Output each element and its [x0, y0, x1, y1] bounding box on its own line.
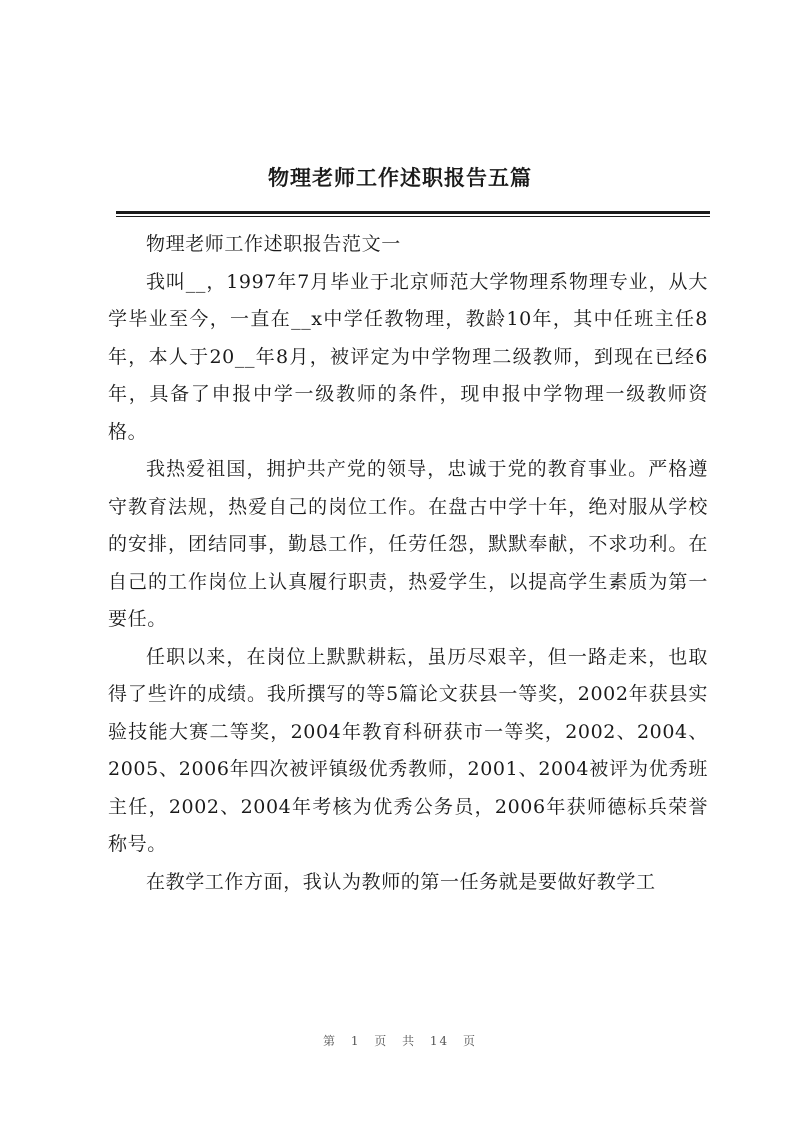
document-title: 物理老师工作述职报告五篇: [268, 165, 532, 190]
paragraph: 我热爱祖国，拥护共产党的领导，忠诚于党的教育事业。严格遵守教育法规，热爱自己的岗位工作。在盘古中学十年，绝对服从学校的安排，团结同事，勤恳工作，任劳任怨，默默奉献，不求功利。在自己的工作岗位上认真履行职责，热爱学生，以提高学生素质为第一要任。: [108, 458, 708, 630]
title-divider-thin: [116, 216, 710, 217]
title-divider: [116, 211, 710, 214]
paragraph: 在教学工作方面，我认为教师的第一任务就是要做好教学工: [146, 870, 656, 893]
paragraph: 任职以来，在岗位上默默耕耘，虽历尽艰辛，但一路走来，也取得了些许的成绩。我所撰写的等5篇论文获县一等奖，2002年获县实验技能大赛二等奖，2004年教育科研获市一等奖，2002、2004、2005、2006年四次被评镇级优秀教师，2001、2004被评为优秀班主任，2002、2004年考核为优秀公务员，2006年获师德标兵荣誉称号。: [108, 645, 708, 855]
document-body: [108, 226, 708, 901]
paragraph: 我叫__，1997年7月毕业于北京师范大学物理系物理专业，从大学毕业至今，一直在__x中学任教物理，教龄10年，其中任班主任8年，本人于20__年8月，被评定为中学物理二级教师，到现在已经6年，具备了申报中学一级教师的条件，现申报中学物理一级教师资格。: [108, 270, 708, 443]
page-number-footer: 第 1 页 共 14 页: [323, 1034, 477, 1048]
section-heading: 物理老师工作述职报告范文一: [146, 233, 401, 255]
